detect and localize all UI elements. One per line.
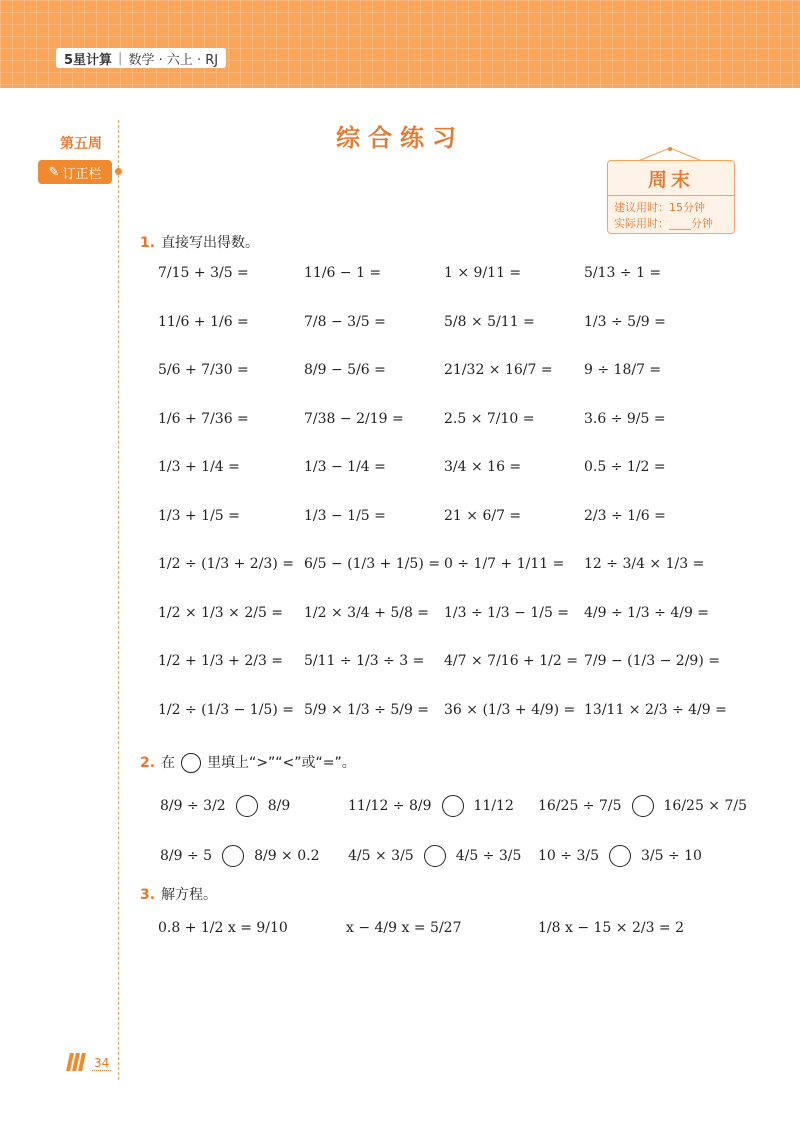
equation: 0.8 + 1/2 x = 9/10 [158,920,288,936]
comparison-problem [348,795,514,817]
arithmetic-problem: 6/5 − (1/3 + 1/5) = [304,556,440,572]
dot-icon [115,168,122,175]
arithmetic-problem: 8/9 − 5/6 = [304,362,386,378]
hanging-string-icon [638,147,702,161]
comparison-problem [160,845,320,867]
page-footer [68,1053,111,1074]
arithmetic-problem: 1/2 ÷ (1/3 − 1/5) = [158,701,294,718]
right-expression: 16/25 × 7/5 [663,798,748,814]
left-expression: 10 ÷ 3/5 [538,848,599,864]
arithmetic-problem: 1/3 − 1/5 = [304,507,386,524]
right-expression: 3/5 ÷ 10 [640,848,702,864]
arithmetic-problem: 1/2 ÷ (1/3 + 2/3) = [158,556,294,572]
answer-circle[interactable] [442,795,464,817]
week-label: 第五周 [60,136,102,152]
page-title: 综合练习 [336,124,464,152]
right-expression: 8/9 [267,798,291,814]
books-icon [68,1053,86,1074]
arithmetic-problem: 0 ÷ 1/7 + 1/11 = [444,556,565,572]
arithmetic-problem: 3.6 ÷ 9/5 = [584,410,666,427]
page-number: 34 [94,1056,110,1070]
arithmetic-problem: 12 ÷ 3/4 × 1/3 = [584,556,705,572]
arithmetic-problem: 11/6 + 1/6 = [158,313,249,330]
arithmetic-problem: 1/3 + 1/5 = [158,507,240,524]
book-label [56,48,226,68]
suggested-time: 建议用时：15分钟 [614,201,705,214]
comparison-problem [538,795,747,817]
question-text-before: 在 [161,755,176,771]
arithmetic-problem: 1/2 × 1/3 × 2/5 = [158,604,284,621]
answer-circle-icon [181,753,201,773]
arithmetic-problem: 7/9 − (1/3 − 2/9) = [584,653,720,669]
brand-name: 5星计算 [64,52,113,68]
correction-label: 订正栏 [62,166,102,182]
weekend-label: 周末 [647,169,694,191]
arithmetic-problem: 7/38 − 2/19 = [304,410,404,427]
arithmetic-problem: 1/3 ÷ 5/9 = [584,313,666,330]
right-expression: 4/5 ÷ 3/5 [455,848,522,864]
left-expression: 11/12 ÷ 8/9 [348,798,432,814]
pencil-icon: ✎ [48,164,60,180]
arithmetic-problem: 4/7 × 7/16 + 1/2 = [444,653,578,669]
comparison-problem [348,845,521,867]
question-text-after: 里填上“>”“<”或“=”。 [207,755,356,771]
correction-margin-line [118,120,119,1080]
arithmetic-problem: 4/9 ÷ 1/3 ÷ 4/9 = [584,604,710,621]
arithmetic-problem: 13/11 × 2/3 ÷ 4/9 = [584,701,727,718]
answer-circle[interactable] [424,845,446,867]
arithmetic-problem: 1/6 + 7/36 = [158,410,249,427]
arithmetic-problem: 3/4 × 16 = [444,459,522,475]
arithmetic-problem: 1/3 ÷ 1/3 − 1/5 = [444,604,570,621]
arithmetic-problem: 5/8 × 5/11 = [444,313,535,330]
arithmetic-problem: 1/3 + 1/4 = [158,459,240,475]
subject-label: 数学 · 六上 · RJ [128,52,219,68]
arithmetic-problem: 7/15 + 3/5 = [158,265,249,281]
arithmetic-problem: 9 ÷ 18/7 = [584,362,662,378]
right-expression: 8/9 × 0.2 [254,848,320,864]
answer-circle[interactable] [236,795,258,817]
arithmetic-problem: 21 × 6/7 = [444,507,522,524]
arithmetic-problem: 5/11 ÷ 1/3 ÷ 3 = [304,653,425,669]
answer-circle[interactable] [222,845,244,867]
question-text: 直接写出得数。 [161,235,260,251]
arithmetic-problem: 2.5 × 7/10 = [444,410,535,427]
tag-divider [608,195,734,196]
question-number: 2. [140,755,156,771]
arithmetic-problem: 5/13 ÷ 1 = [584,265,662,281]
answer-circle[interactable] [632,795,654,817]
answer-circle[interactable] [609,845,631,867]
left-expression: 8/9 ÷ 3/2 [160,798,226,814]
comparison-problem [538,845,702,867]
question-2-heading [140,752,356,773]
right-expression: 11/12 [473,798,514,814]
left-expression: 8/9 ÷ 5 [160,848,213,864]
question-1-heading [140,232,259,252]
left-expression: 16/25 ÷ 7/5 [538,798,622,814]
question-number: 3. [140,887,156,903]
actual-time: 实际用时：____分钟 [614,217,713,230]
label-separator: | [118,50,123,66]
page-header-band [0,0,800,88]
arithmetic-problem: 1/2 × 3/4 + 5/8 = [304,604,430,621]
time-tag [607,160,735,234]
arithmetic-problem: 5/6 + 7/30 = [158,362,249,378]
equation: x − 4/9 x = 5/27 [346,920,462,936]
arithmetic-problem: 36 × (1/3 + 4/9) = [444,701,576,718]
equation: 1/8 x − 15 × 2/3 = 2 [538,920,685,936]
arithmetic-problem: 1 × 9/11 = [444,265,522,281]
question-number: 1. [140,235,156,251]
correction-column-tag [38,160,112,184]
arithmetic-problem: 11/6 − 1 = [304,265,382,281]
question-text: 解方程。 [161,887,218,903]
arithmetic-problem: 2/3 ÷ 1/6 = [584,507,666,524]
arithmetic-problem: 21/32 × 16/7 = [444,362,553,378]
arithmetic-problem: 0.5 ÷ 1/2 = [584,459,666,475]
arithmetic-problem: 7/8 − 3/5 = [304,313,386,330]
left-expression: 4/5 × 3/5 [348,848,414,864]
question-3-heading [140,884,217,904]
comparison-problem [160,795,290,817]
arithmetic-problem: 5/9 × 1/3 ÷ 5/9 = [304,701,430,718]
arithmetic-problem: 1/2 + 1/3 + 2/3 = [158,653,284,669]
arithmetic-problem: 1/3 − 1/4 = [304,459,386,475]
